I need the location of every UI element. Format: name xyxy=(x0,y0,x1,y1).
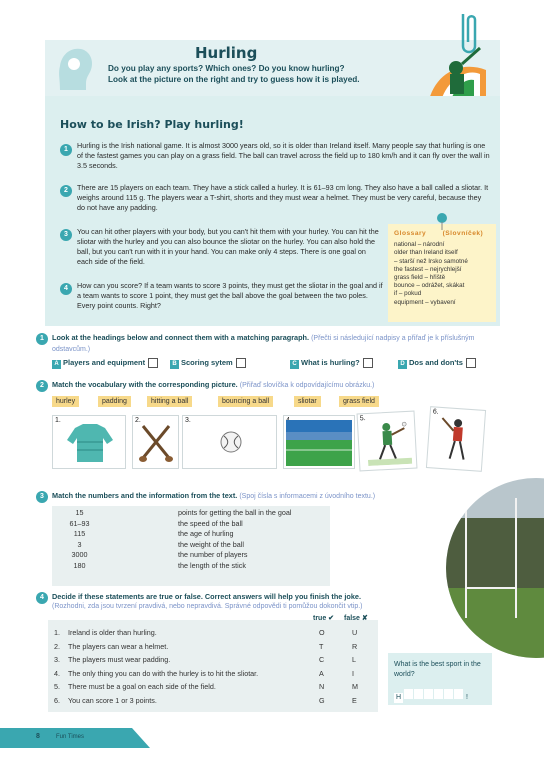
exercise-3-instruction xyxy=(52,491,452,500)
intro-text xyxy=(108,63,418,85)
hitting-ball-icon xyxy=(435,414,478,467)
statement-number: 5. xyxy=(54,682,60,691)
number-cell: 61–93 xyxy=(69,518,90,528)
paragraph-number: 1 xyxy=(60,144,72,156)
joke-answer-boxes xyxy=(394,689,468,703)
glossary-item: – starší než Irsko samotné xyxy=(394,257,468,265)
heading-text: Dos and don'ts xyxy=(409,358,463,367)
vocab-chip: hurley xyxy=(52,396,79,407)
answer-letter-box[interactable] xyxy=(414,689,423,699)
heading-b xyxy=(170,358,246,369)
number-cell: 115 xyxy=(73,529,86,538)
statement-row xyxy=(54,696,374,710)
intro-line-2: Look at the picture on the right and try to guess how it is played. xyxy=(108,75,360,84)
heading-c xyxy=(290,358,373,369)
heading-text: What is hurling? xyxy=(301,358,360,367)
section-title: How to be Irish? Play hurling! xyxy=(60,118,244,131)
ex2-text: Match the vocabulary with the corresponding picture. xyxy=(52,380,238,389)
false-header: false ✘ xyxy=(344,615,368,622)
ex4-text: Decide if these statements are true or false. Correct answers will help you finish the joke. xyxy=(52,592,361,601)
heading-a xyxy=(52,358,158,369)
paragraph-number: 2 xyxy=(60,185,72,197)
statement-number: 1. xyxy=(54,628,60,637)
numbers-info-table xyxy=(52,506,330,586)
answer-letter-box[interactable] xyxy=(404,689,413,699)
answer-box[interactable] xyxy=(363,358,373,368)
glossary-item: bounce – odrážet, skákat xyxy=(394,282,465,290)
false-letter[interactable]: R xyxy=(352,641,358,651)
statement-text: You can score 1 or 3 points. xyxy=(68,695,157,705)
glossary-item: grass field – hřiště xyxy=(394,274,446,282)
heading-text: Scoring sytem xyxy=(181,358,233,367)
answer-letter-box[interactable] xyxy=(444,689,453,699)
number-cell: 15 xyxy=(75,508,84,517)
vocab-chip: bouncing a ball xyxy=(218,396,273,407)
heading-letter: A xyxy=(52,360,61,369)
exercise-number: 4 xyxy=(36,592,48,604)
glossary-title-sk: (Slovníček) xyxy=(442,230,484,237)
statement-number: 4. xyxy=(54,668,60,678)
true-letter[interactable]: T xyxy=(319,641,324,651)
exercise-1-instruction xyxy=(52,333,492,355)
ex1-text: Look at the headings below and connect them with a matching paragraph. xyxy=(52,333,310,342)
glossary-item: if – pokud xyxy=(394,290,422,298)
true-letter[interactable]: C xyxy=(319,655,325,664)
grass-field-icon xyxy=(286,420,352,466)
picture-number: 2. xyxy=(135,417,141,424)
vocab-chip: sliotar xyxy=(294,396,321,407)
statement-row xyxy=(54,655,374,669)
picture-box-3 xyxy=(182,415,277,469)
true-letter[interactable]: O xyxy=(319,628,325,637)
ex3-text: Match the numbers and the information from the text. xyxy=(52,491,238,500)
page-title: Hurling xyxy=(195,44,258,62)
glossary-title: Glossary xyxy=(394,230,427,237)
joke-end: ! xyxy=(466,694,468,701)
vocab-chip: hitting a ball xyxy=(147,396,192,407)
vocabulary-chips xyxy=(52,396,492,410)
picture-box-1 xyxy=(52,415,126,469)
glossary-item: older than Ireland itself xyxy=(394,249,458,257)
statement-text: The players can wear a helmet. xyxy=(68,641,169,651)
picture-box-4 xyxy=(283,415,355,469)
goal-photo xyxy=(436,478,544,658)
info-cell: points for getting the ball in the goal xyxy=(178,508,292,517)
ex4-text-cz: (Rozhodni, zda jsou tvrzení pravdivá, nebo nepravdivá. Správné odpovědi ti pomůžou dokončit vtip.) xyxy=(52,603,363,610)
glossary-note xyxy=(388,224,496,322)
statement-row xyxy=(54,642,374,656)
ex2-text-cz: (Přiřaď slovíčka k odpovídajícímu obrázku.) xyxy=(239,382,375,389)
statement-text: Ireland is older than hurling. xyxy=(68,628,157,637)
picture-number: 5. xyxy=(359,415,366,423)
heading-letter: D xyxy=(398,360,407,369)
info-cell: the speed of the ball xyxy=(178,518,243,528)
ex1-text-cz: (Přečti si následující nadpisy a přiřaď je k příslušným odstavcům.) xyxy=(52,335,475,353)
picture-box-6 xyxy=(426,406,486,472)
info-cell: the length of the stick xyxy=(178,560,246,570)
picture-box-5 xyxy=(357,411,418,472)
true-letter[interactable]: N xyxy=(319,682,325,691)
exercise-number: 2 xyxy=(36,380,48,392)
heading-letter: C xyxy=(290,360,299,369)
false-letter[interactable]: U xyxy=(352,628,358,637)
statement-row xyxy=(54,628,374,642)
answer-letter-box[interactable] xyxy=(434,689,443,699)
info-cell: the age of hurling xyxy=(178,529,234,538)
paragraph-2: There are 15 players on each team. They have a stick called a hurley. It is 61–93 cm long. They also have a ball called a sliotar. It weighs around 115 g. The players wear a T-shirt, shorts and they must wear a helmet. They must be very careful, because they do not have any padding. xyxy=(77,183,489,212)
vocab-chip: padding xyxy=(98,396,131,407)
paragraph-3: You can hit other players with your body, but you can't hit them with your hurley. You can hit the sliotar with the hurley and you can also bounce the sliotar on the hurley. You can also hold the ball, but you can't run with it in your hand. You can make only 4 steps. There is one goal on each side of the field. xyxy=(77,227,379,266)
statement-text: The players must wear padding. xyxy=(68,655,171,664)
paragraph-4: How can you score? If a team wants to score 3 points, they must get the sliotar in the goal and if a team wants to score 1 point, they must get the ball above the goal between the two poles. Every point counts. Right? xyxy=(77,281,383,310)
number-cell: 180 xyxy=(73,560,86,570)
answer-box[interactable] xyxy=(148,358,158,368)
joke-question: What is the best sport in the world? xyxy=(394,661,481,678)
info-cell: the number of players xyxy=(178,550,248,559)
statement-number: 3. xyxy=(54,655,60,664)
picture-number: 6. xyxy=(432,408,439,416)
vocab-chip: grass field xyxy=(339,396,379,407)
statement-number: 2. xyxy=(54,641,60,651)
magazine-name: Fun Times xyxy=(56,734,85,740)
padding-icon xyxy=(65,422,115,466)
bouncing-ball-icon xyxy=(366,418,412,466)
true-letter[interactable]: A xyxy=(319,668,324,678)
glossary-item: equipment – vybavení xyxy=(394,298,456,306)
statement-text: There must be a goal on each side of the field. xyxy=(68,682,216,691)
statement-number: 6. xyxy=(54,695,60,705)
answer-letter-box[interactable] xyxy=(424,689,433,699)
sliotar-icon xyxy=(219,430,243,454)
false-letter[interactable]: M xyxy=(352,682,358,691)
paragraph-1: Hurling is the Irish national game. It is almost 3000 years old, so it is older than Ireland itself. Many people say that hurling is one of the fastest games you can play on a grass field. The ball can travel across the field up to 180 km/h and it can fly over the wall in 3.5 seconds. xyxy=(77,141,490,170)
answer-box[interactable] xyxy=(466,358,476,368)
exercise-number: 3 xyxy=(36,491,48,503)
picture-number: 1. xyxy=(55,417,61,424)
exercise-number: 1 xyxy=(36,333,48,345)
statements-list xyxy=(54,628,374,709)
hurley-icon xyxy=(139,424,173,464)
number-cell: 3000 xyxy=(71,550,88,559)
head-silhouette-icon xyxy=(52,44,96,92)
intro-line-1: Do you play any sports? Which ones? Do you know hurling? xyxy=(108,64,345,73)
statement-row xyxy=(54,669,374,683)
number-cell: 3 xyxy=(77,539,82,549)
answer-letter-box[interactable] xyxy=(454,689,463,699)
false-letter[interactable]: L xyxy=(352,655,356,664)
picture-box-2 xyxy=(132,415,179,469)
info-cell: the weight of the ball xyxy=(178,539,244,549)
false-letter[interactable]: I xyxy=(352,668,354,678)
answer-box[interactable] xyxy=(236,358,246,368)
heading-d xyxy=(398,358,476,369)
joke-box xyxy=(388,653,492,705)
ex3-text-cz: (Spoj čísla s informacemi z úvodního textu.) xyxy=(239,493,376,500)
statement-row xyxy=(54,682,374,696)
false-letter[interactable]: E xyxy=(352,695,357,705)
exercise-4-instruction xyxy=(52,592,492,612)
glossary-item: the fastest – nejrychlejší xyxy=(394,265,462,273)
exercise-2-instruction xyxy=(52,380,492,389)
glossary-item: national – národní xyxy=(394,241,445,249)
paragraph-number: 4 xyxy=(60,283,72,295)
answer-letter-box: H xyxy=(395,694,402,701)
page-number: 8 xyxy=(36,733,40,740)
true-letter[interactable]: G xyxy=(319,695,325,705)
heading-text: Players and equipment xyxy=(63,358,146,367)
heading-letter: B xyxy=(170,360,179,369)
picture-number: 3. xyxy=(185,417,191,424)
statement-text: The only thing you can do with the hurley is to hit the sliotar. xyxy=(68,668,259,678)
paragraph-number: 3 xyxy=(60,229,72,241)
pin-icon xyxy=(436,212,448,235)
true-header: true ✔ xyxy=(313,615,335,622)
